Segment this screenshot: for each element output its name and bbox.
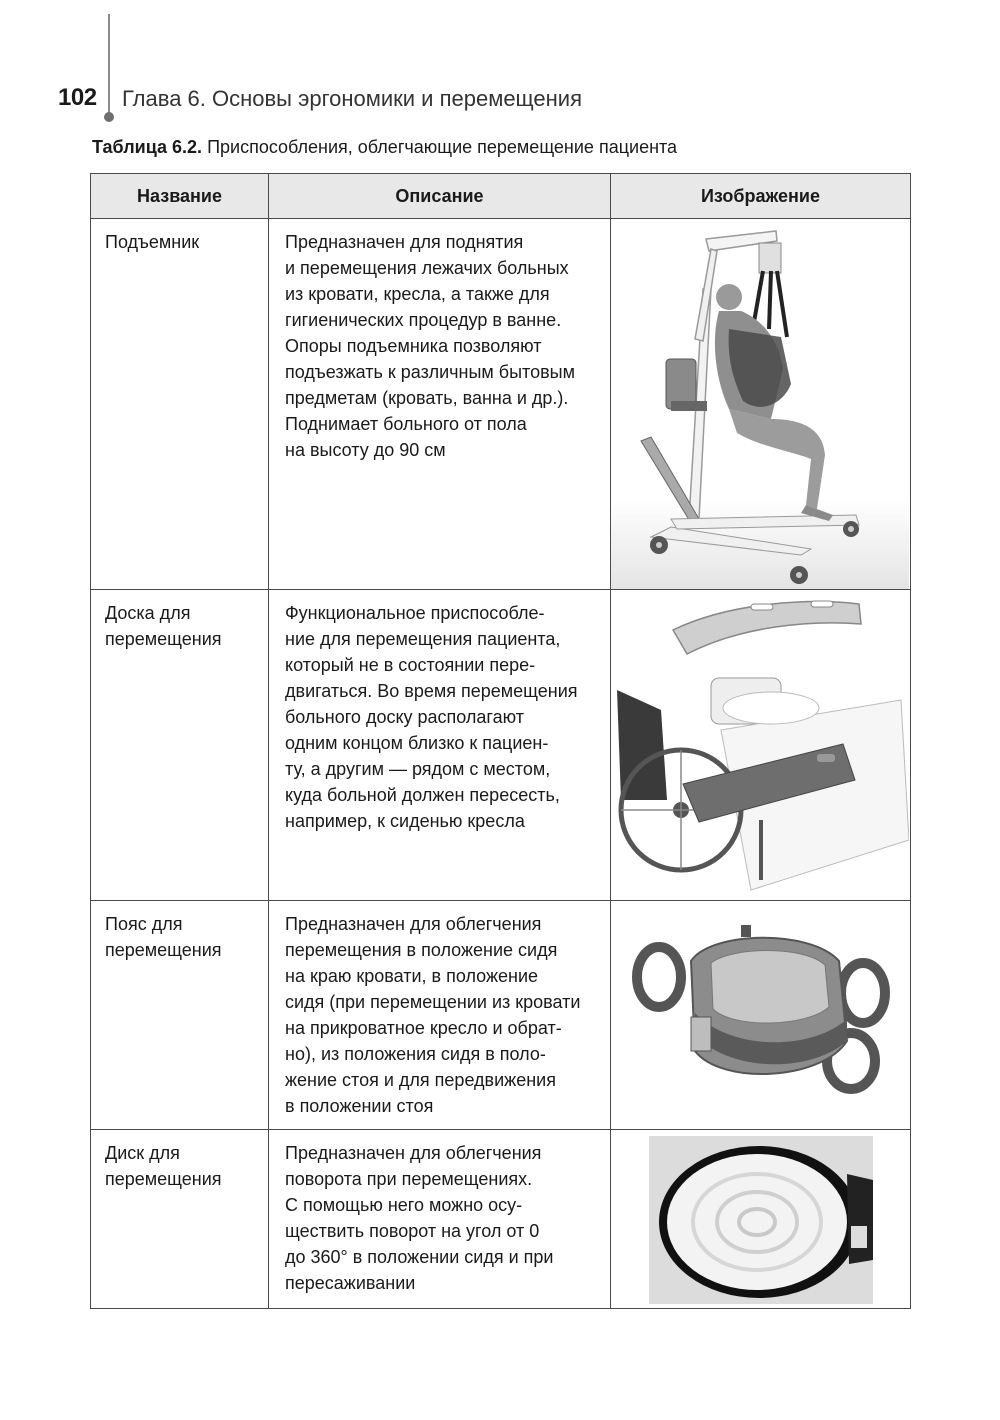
device-description: Предназначен для облегчения поворота при перемещениях. С помощью него можно осу- ществить поворот на угол от 0 до 360° в положении сидя и при пересаживании bbox=[285, 1143, 554, 1293]
device-description: Функциональное приспособле- ние для перемещения пациента, который не в состоянии пере- двигаться. Во время перемещения больного доску располагают одним концом близко к пациен- ту, а другим — рядом с местом, куда больной должен пересесть, например, к сиденью кресла bbox=[285, 603, 578, 831]
device-name: Диск для перемещения bbox=[105, 1143, 222, 1189]
page-number: 102 bbox=[58, 84, 97, 111]
header-rule bbox=[108, 14, 110, 116]
column-header-image: Изображение bbox=[611, 174, 911, 219]
table-row bbox=[91, 590, 911, 901]
device-name: Подъемник bbox=[105, 232, 200, 252]
device-name: Пояс для перемещения bbox=[105, 914, 222, 960]
header-rule-dot bbox=[104, 112, 114, 122]
device-description: Предназначен для облегчения перемещения в положение сидя на краю кровати, в положение сидя (при перемещении из кровати на прикроватное кресло и обрат- но), из положения сидя в поло- жение стоя и для передвижения в положении стоя bbox=[285, 914, 581, 1116]
table-caption-text: Приспособления, облегчающие перемещение пациента bbox=[202, 137, 678, 157]
table-caption bbox=[92, 137, 677, 158]
device-name: Доска для перемещения bbox=[105, 603, 222, 649]
transfer-belt-icon bbox=[611, 901, 909, 1129]
devices-table bbox=[90, 173, 911, 1309]
transfer-board-icon bbox=[611, 590, 909, 898]
table-row bbox=[91, 1130, 911, 1309]
table-row bbox=[91, 219, 911, 590]
device-description: Предназначен для поднятия и перемещения лежачих больных из кровати, кресла, а также для гигиенических процедур в ванне. Опоры подъемника позволяют подъезжать к различным бытовым предметам (кровать, ванна и др.). Поднимает больного от пола на высоту до 90 см bbox=[285, 232, 575, 460]
chapter-title: Глава 6. Основы эргономики и перемещения bbox=[122, 86, 582, 111]
table-row bbox=[91, 901, 911, 1130]
patient-lift-icon bbox=[611, 219, 909, 589]
column-header-description: Описание bbox=[269, 174, 611, 219]
table-header-row bbox=[91, 174, 911, 219]
column-header-name: Название bbox=[91, 174, 269, 219]
transfer-disc-icon bbox=[611, 1130, 909, 1308]
table-caption-label: Таблица 6.2. bbox=[92, 137, 203, 157]
